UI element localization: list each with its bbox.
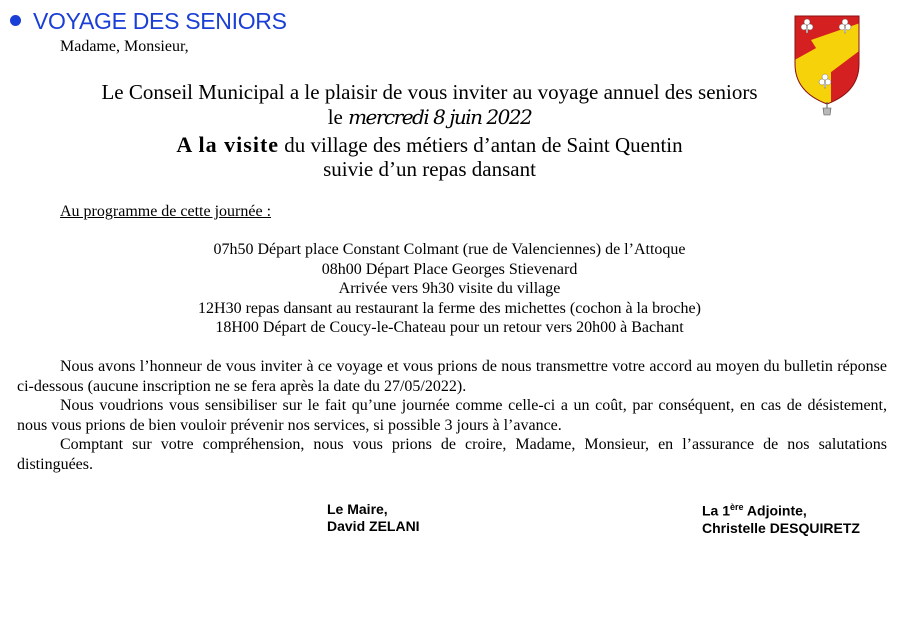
paragraph: Nous voudrions vous sensibiliser sur le fait qu’une journée comme celle-ci a un coût, par conséquent, en cas de désistement, nous vous prions de bien vouloir prévenir nos services, si possible 3 jours à l’avance. bbox=[17, 397, 887, 434]
visit-rest: du village des métiers d’antan de Saint Quentin bbox=[284, 133, 683, 157]
program-list bbox=[0, 240, 899, 338]
visit-emphasis: A la visite bbox=[176, 132, 280, 157]
heading-text: VOYAGE DES SENIORS bbox=[33, 8, 287, 34]
bullet-icon bbox=[10, 15, 21, 26]
program-item: Arrivée vers 9h30 visite du village bbox=[338, 280, 561, 298]
letter-body bbox=[17, 357, 887, 475]
deputy-title: La 1ère Adjointe, bbox=[702, 502, 807, 519]
visit-line bbox=[0, 132, 879, 158]
program-item: 12H30 repas dansant au restaurant la ferme des michettes (cochon à la broche) bbox=[198, 299, 701, 317]
date-line bbox=[0, 105, 879, 130]
meal-line: suivie d’un repas dansant bbox=[323, 157, 536, 181]
program-item: 18H00 Départ de Coucy-le-Chateau pour un retour vers 20h00 à Bachant bbox=[215, 319, 684, 337]
deputy-signature bbox=[702, 499, 860, 537]
invitation-line: Le Conseil Municipal a le plaisir de vous inviter au voyage annuel des seniors bbox=[101, 80, 758, 104]
paragraph: Comptant sur votre compréhension, nous vous prions de croire, Madame, Monsieur, en l’assurance de nos salutations distinguées. bbox=[17, 436, 887, 473]
program-title: Au programme de cette journée : bbox=[60, 203, 272, 220]
program-item: 07h50 Départ place Constant Colmant (rue de Valenciennes) de l’Attoque bbox=[213, 241, 686, 258]
date-prefix: le bbox=[327, 105, 343, 129]
deputy-name: Christelle DESQUIRETZ bbox=[702, 519, 860, 536]
mayor-title: Le Maire, bbox=[327, 501, 388, 517]
program-item: 08h00 Départ Place Georges Stievenard bbox=[321, 260, 578, 278]
paragraph: Nous avons l’honneur de vous inviter à ce voyage et vous prions de nous transmettre votre accord au moyen du bulletin réponse ci-dessous (aucune inscription ne se fera après la date du 27/05/2022). bbox=[17, 358, 887, 395]
mayor-name: David ZELANI bbox=[327, 518, 420, 534]
salutation: Madame, Monsieur, bbox=[60, 38, 189, 55]
document-heading bbox=[10, 8, 287, 35]
mayor-signature bbox=[327, 501, 420, 535]
coat-of-arms-icon bbox=[791, 12, 863, 116]
event-date: mercredi 8 juin 2022 bbox=[348, 105, 532, 129]
